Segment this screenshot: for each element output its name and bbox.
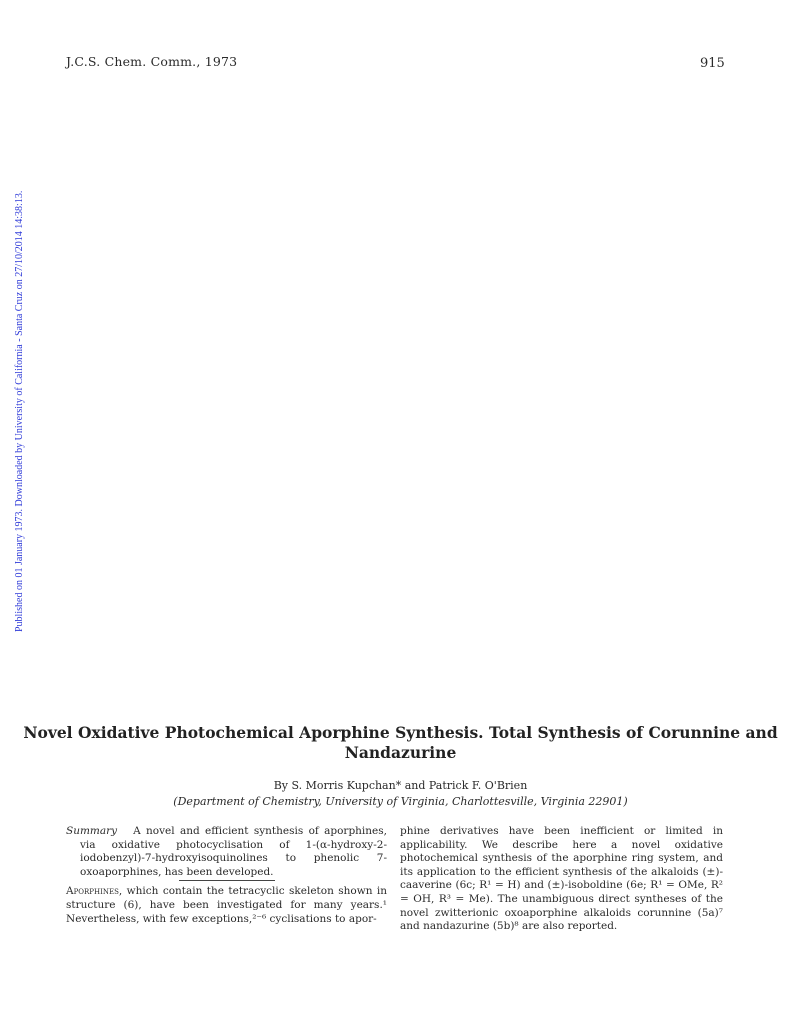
article-authors: By S. Morris Kupchan* and Patrick F. O'Brien: [273, 779, 528, 792]
page-number: 915: [700, 56, 725, 71]
journal-citation: J.C.S. Chem. Comm., 1973: [66, 54, 238, 69]
summary-text: A novel and efficient synthesis of aporphines, via oxidative photocyclisation of 1-(α-hydroxy-2-iodobenzyl)-7-hydroxyisoquinolines to phenolic 7-oxoaporphines, has been developed.: [80, 825, 387, 878]
body-lead-word: Aporphines: [66, 885, 119, 898]
left-column: [66, 825, 387, 926]
article-title: Novel Oxidative Photochemical Aporphine Synthesis. Total Synthesis of Corunnine and Nandazurine: [23, 723, 778, 762]
summary-paragraph: [66, 825, 387, 879]
section-divider: [179, 880, 275, 881]
download-watermark[interactable]: Published on 01 January 1973. Downloaded by University of California - Santa Cruz on 27/10/2014 14:38:13.: [14, 190, 25, 632]
body-text-left: , which contain the tetracyclic skeleton shown in structure (6), have been investigated for many years.¹ Nevertheless, with few exceptions,²⁻⁶ cyclisations to apor-: [66, 885, 387, 925]
right-column: [400, 825, 723, 934]
body-text-right: phine derivatives have been inefficient or limited in applicability. We describe here a novel oxidative photochemical synthesis of the aporphine ring system, and its application to the efficient synthesis of the alkaloids (±)-caaverine (6c; R¹ = H) and (±)-isoboldine (6e; R¹ = OMe, R² = OH, R³ = Me). The unambiguous direct syntheses of the novel zwitterionic oxoaporphine alkaloids corunnine (5a)⁷ and nandazurine (5b)⁸ are also reported.: [400, 825, 723, 933]
article-affiliation: (Department of Chemistry, University of Virginia, Charlottesville, Virginia 22901): [173, 795, 628, 808]
body-paragraph-left: [66, 885, 387, 926]
summary-label: Summary: [66, 825, 118, 837]
